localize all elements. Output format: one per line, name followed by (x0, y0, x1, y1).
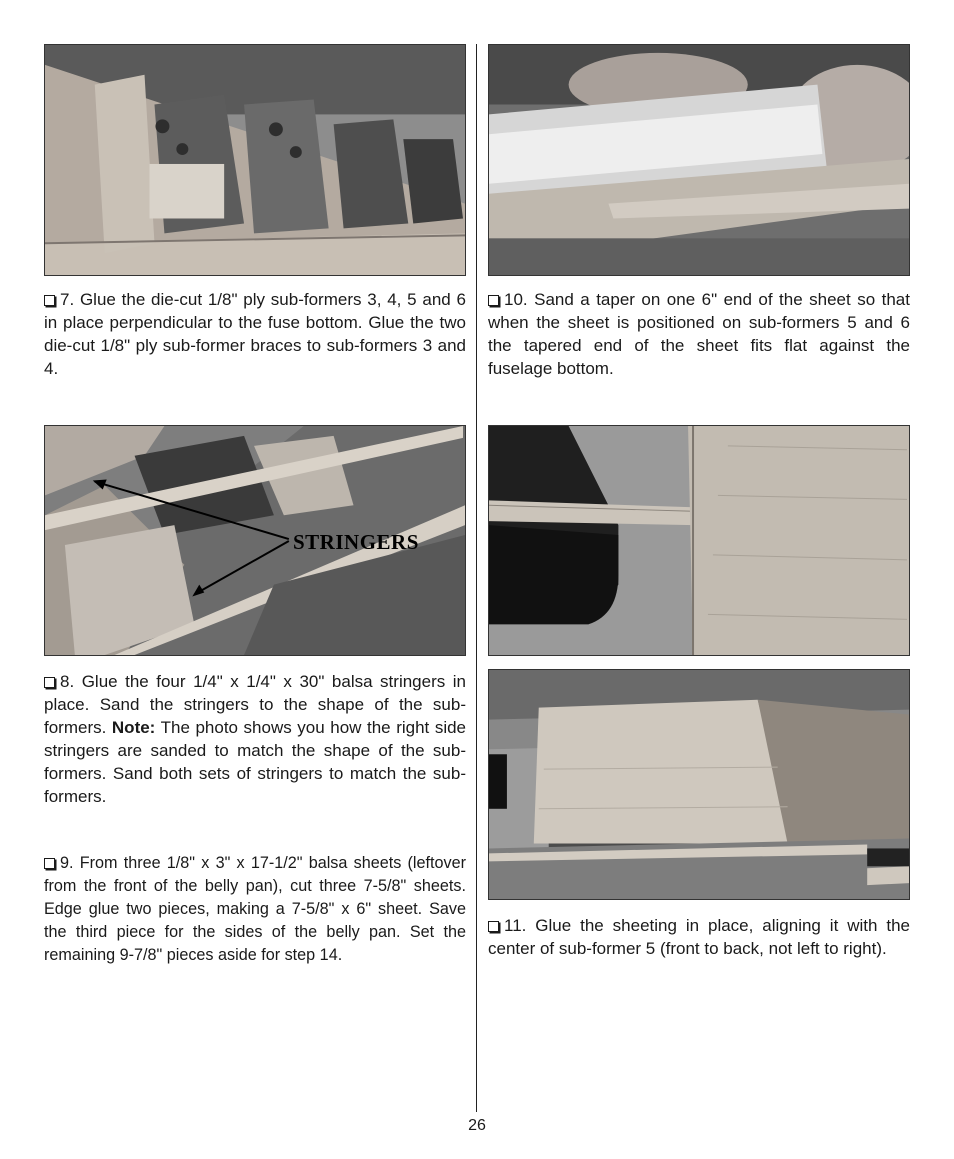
step-11-text (488, 914, 910, 960)
step-8-text (44, 670, 466, 808)
photo-step-7 (44, 44, 466, 276)
photo-step-9 (488, 425, 910, 656)
step-10-text-body: 10. Sand a taper on one 6" end of the sheet so that when the sheet is positioned on sub-formers 5 and 6 the tapered end of the sheet fits flat against the fuselage bottom. (488, 290, 910, 378)
photo-step-7-image (45, 45, 465, 275)
step-9-text-body: 9. From three 1/8" x 3" x 17-1/2" balsa sheets (leftover from the front of the belly pan), cut three 7-5/8" sheets. Edge glue two pieces, making a 7-5/8" x 6" sheet. Save the third piece for the sides of the belly pan. Set the remaining 9-7/8" pieces aside for step 14. (44, 854, 466, 964)
step-11-text-body: 11. Glue the sheeting in place, aligning it with the center of sub-former 5 (front to back, not left to right). (488, 916, 910, 958)
photo-step-11-image (489, 670, 909, 899)
photo-step-10-image (489, 45, 909, 275)
step-8-text-before: 8. Glue the four 1/4" x 1/4" x 30" balsa stringers in place. Sand the stringers to the shape of the sub-formers. (44, 672, 466, 737)
checkbox-step-9[interactable] (44, 858, 55, 869)
column-divider (476, 44, 477, 1112)
photo-step-11 (488, 669, 910, 900)
step-8-text-after: The photo shows you how the right side stringers are sanded to match the shape of the sub-formers. Sand both sets of stringers to match the sub-formers. (44, 718, 467, 806)
step-10-text (488, 288, 910, 380)
step-7-text (44, 288, 466, 380)
photo-step-10 (488, 44, 910, 276)
checkbox-step-8[interactable] (44, 677, 55, 688)
checkbox-step-11[interactable] (488, 921, 499, 932)
stringers-label: STRINGERS (293, 530, 419, 554)
page-number: 26 (468, 1117, 486, 1134)
checkbox-step-7[interactable] (44, 295, 55, 306)
checkbox-step-10[interactable] (488, 295, 499, 306)
step-9-text (44, 852, 466, 967)
step-7-text-body: 7. Glue the die-cut 1/8" ply sub-formers 3, 4, 5 and 6 in place perpendicular to the fuse bottom. Glue the two die-cut 1/8" ply sub-former braces to sub-formers 3 and 4. (44, 290, 466, 378)
photo-step-8 (44, 425, 466, 656)
photo-step-9-image (489, 426, 909, 655)
step-8-note-label: Note: (111, 718, 156, 737)
